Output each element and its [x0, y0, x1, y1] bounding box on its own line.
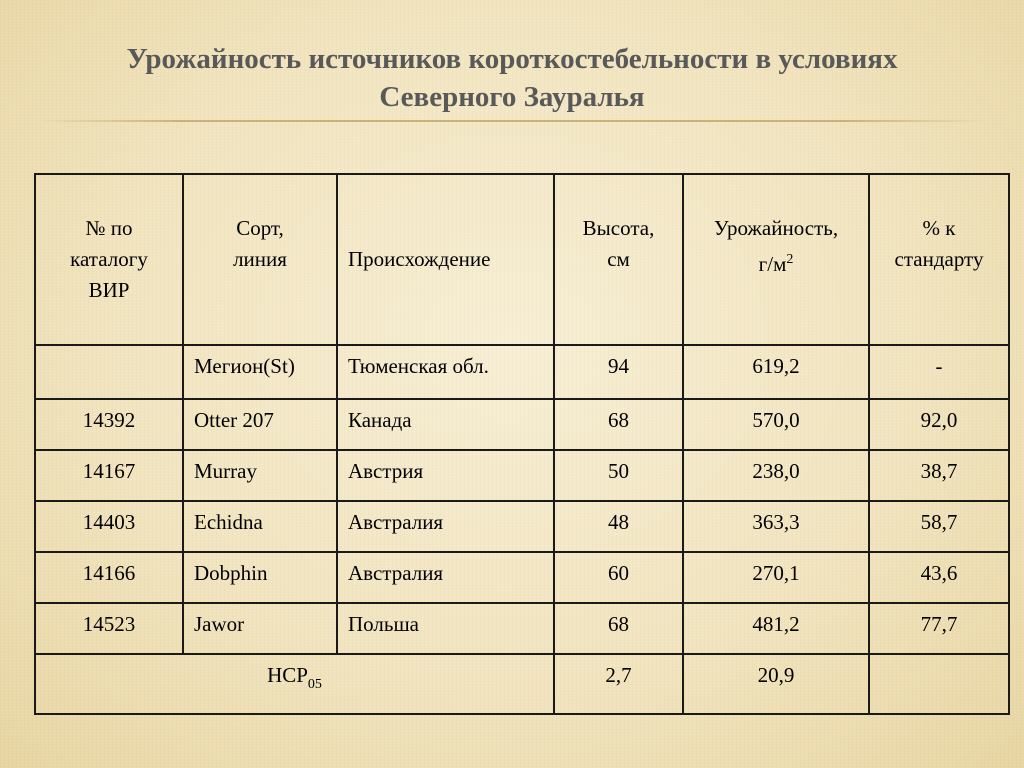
- cell-catalog: 14523: [35, 603, 183, 654]
- header-percent: % к стандарту: [869, 174, 1009, 345]
- cell-origin: Австралия: [337, 552, 554, 603]
- table-row: [35, 552, 1009, 603]
- yield-table: [34, 173, 1010, 715]
- cell-catalog: [35, 345, 183, 399]
- cell-percent: 43,6: [869, 552, 1009, 603]
- table-row: [35, 501, 1009, 552]
- cell-variety: Мегион(St): [183, 345, 337, 399]
- cell-origin: Австралия: [337, 501, 554, 552]
- table-row: [35, 399, 1009, 450]
- cell-height: 68: [554, 603, 683, 654]
- cell-variety: Jawor: [183, 603, 337, 654]
- cell-yield: 363,3: [683, 501, 869, 552]
- lsd-yield: 20,9: [683, 654, 869, 714]
- cell-variety: Otter 207: [183, 399, 337, 450]
- header-origin: Происхождение: [337, 174, 554, 345]
- cell-percent: 58,7: [869, 501, 1009, 552]
- cell-catalog: 14167: [35, 450, 183, 501]
- cell-height: 68: [554, 399, 683, 450]
- lsd-row: [35, 654, 1009, 714]
- header-variety: Сорт, линия: [183, 174, 337, 345]
- cell-origin: Польша: [337, 603, 554, 654]
- header-height: Высота, см: [554, 174, 683, 345]
- cell-yield: 270,1: [683, 552, 869, 603]
- cell-percent: 38,7: [869, 450, 1009, 501]
- cell-origin: Тюменская обл.: [337, 345, 554, 399]
- title-line-1: Урожайность источников короткостебельности в условиях: [126, 43, 898, 75]
- cell-variety: Dobphin: [183, 552, 337, 603]
- lsd-height: 2,7: [554, 654, 683, 714]
- table-row: [35, 345, 1009, 399]
- lsd-label: $НСР_{05}$: [35, 654, 554, 714]
- slide-title: [40, 40, 984, 116]
- title-divider: [40, 120, 984, 122]
- header-catalog: № по каталогу ВИР: [35, 174, 183, 345]
- cell-height: 60: [554, 552, 683, 603]
- header-yield: Урожайность, $г/м^2$: [683, 174, 869, 345]
- cell-yield: 481,2: [683, 603, 869, 654]
- cell-height: 50: [554, 450, 683, 501]
- table-row: [35, 450, 1009, 501]
- cell-yield: 619,2: [683, 345, 869, 399]
- lsd-percent: [869, 654, 1009, 714]
- cell-height: 48: [554, 501, 683, 552]
- cell-percent: -: [869, 345, 1009, 399]
- cell-percent: 77,7: [869, 603, 1009, 654]
- cell-variety: Murray: [183, 450, 337, 501]
- cell-variety: Echidna: [183, 501, 337, 552]
- header-row: [35, 174, 1009, 345]
- cell-height: 94: [554, 345, 683, 399]
- cell-origin: Канада: [337, 399, 554, 450]
- cell-yield: 570,0: [683, 399, 869, 450]
- title-line-2: Северного Зауралья: [379, 81, 645, 113]
- table-row: [35, 603, 1009, 654]
- cell-catalog: 14403: [35, 501, 183, 552]
- cell-percent: 92,0: [869, 399, 1009, 450]
- cell-yield: 238,0: [683, 450, 869, 501]
- cell-catalog: 14392: [35, 399, 183, 450]
- cell-origin: Австрия: [337, 450, 554, 501]
- cell-catalog: 14166: [35, 552, 183, 603]
